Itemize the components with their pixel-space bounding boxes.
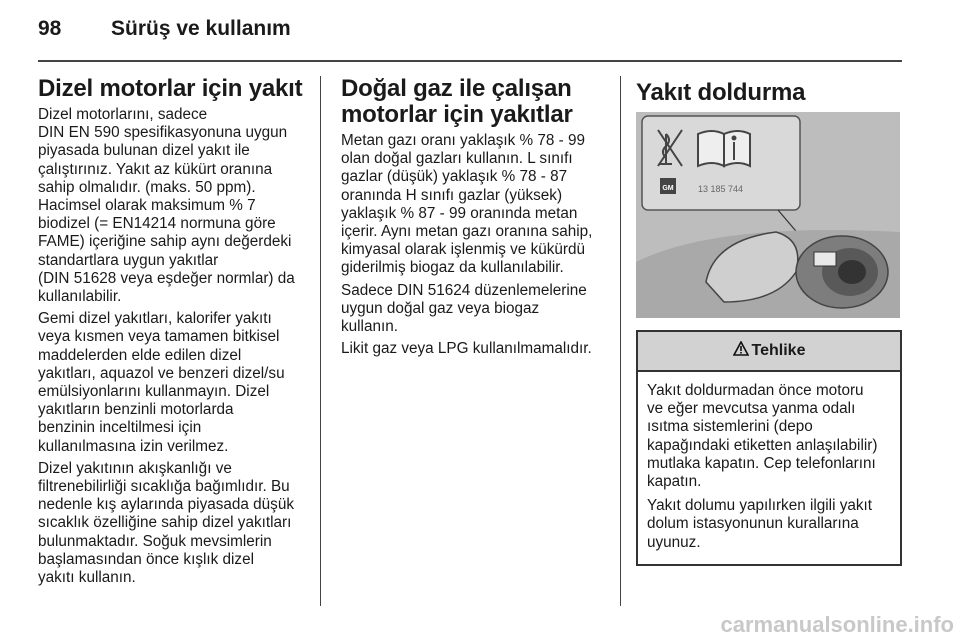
refuelling-section — [636, 76, 902, 566]
page-header — [38, 14, 900, 54]
paragraph: Dizel motorlarını, sadece DIN EN 590 spesifikasyonuna uygun piyasada bulunan dizel yakıt ile çalıştırınız. Yakıt az kükürt oranına sahip olmalıdır. (maks. 50 ppm). Hacimsel olarak maksimum % 7 biodizel (= EN14214 normuna göre FAME) içeriğine sahip aynı değerdeki standartlara uygun yakıtlar (DIN 51628 veya eşdeğer normlar) da kullanılabilir. — [38, 106, 295, 306]
column-divider — [620, 76, 621, 606]
fuel-filler-illustration — [636, 112, 900, 318]
header-divider — [38, 60, 902, 62]
warning-header — [638, 332, 900, 372]
paragraph: Metan gazı oranı yaklaşık % 78 - 99 olan doğal gazları kullanın. L sınıfı gazlar (düşük) yaklaşık % 78 - 87 oranında H sınıfı gazlar (yüksek) yaklaşık % 87 - 99 oranında metan içerir. Aynı metan gazı oranına sahip, kimyasal olarak işlenmiş ve kükürdü giderilmiş biogaz da kullanılabilir. — [341, 132, 593, 277]
paragraph: Dizel yakıtının akışkanlığı ve filtrenebilirliği sıcaklığa bağımlıdır. Bu nedenle kış aylarında piyasada düşük sıcaklık özelliğine sahip dizel yakıtları bulunmaktadır. Soğuk mevsimlerin başlamasından önce kışlık dizel yakıtı kullanın. — [38, 459, 294, 587]
warning-paragraph: Yakıt doldurmadan önce motoru ve eğer mevcutsa yanma odalı ısıtma sistemlerini (depo kapağındaki etiketten anlaşılabilir) mutlaka kapatın. Cep telefonlarını kapatın. — [647, 382, 878, 491]
paragraph: Gemi dizel yakıtları, kalorifer yakıtı veya kısmen veya tamamen bitkisel maddelerden elde edilen dizel yakıtları, aquazol ve benzeri dizel/su emülsiyonlarını kullanmayın. Dizel yakıtların benzinli motorlarda benzinin inceltilmesi için kullanılmasına izin verilmez. — [38, 310, 285, 455]
danger-warning-box — [636, 330, 902, 566]
gm-logo-text: GM — [662, 185, 674, 192]
paragraph: Likit gaz veya LPG kullanılmamalıdır. — [341, 340, 592, 358]
warning-triangle-icon — [733, 341, 749, 361]
label-code: 13 185 744 — [698, 184, 744, 194]
fuel-filler-drawing — [636, 112, 900, 318]
chapter-title: Sürüş ve kullanım — [111, 17, 291, 40]
warning-title: Tehlike — [751, 342, 806, 359]
section-title: Doğal gaz ile çalışan motorlar için yakıtlar — [341, 75, 573, 128]
section-title: Dizel motorlar için yakıt — [38, 75, 303, 102]
watermark: carmanualsonline.info — [720, 612, 954, 637]
column-divider — [320, 76, 321, 606]
warning-paragraph: Yakıt dolumu yapılırken ilgili yakıt dolum istasyonunun kurallarına uyunuz. — [647, 497, 873, 551]
section-title: Yakıt doldurma — [636, 79, 806, 106]
paragraph: Sadece DIN 51624 düzenlemelerine uygun doğal gaz veya biogaz kullanın. — [341, 281, 587, 336]
natural-gas-fuel-section — [341, 76, 609, 362]
warning-body — [638, 372, 900, 564]
manual-book-icon — [698, 131, 750, 166]
page-number: 98 — [38, 17, 62, 40]
diesel-fuel-section — [38, 76, 306, 591]
